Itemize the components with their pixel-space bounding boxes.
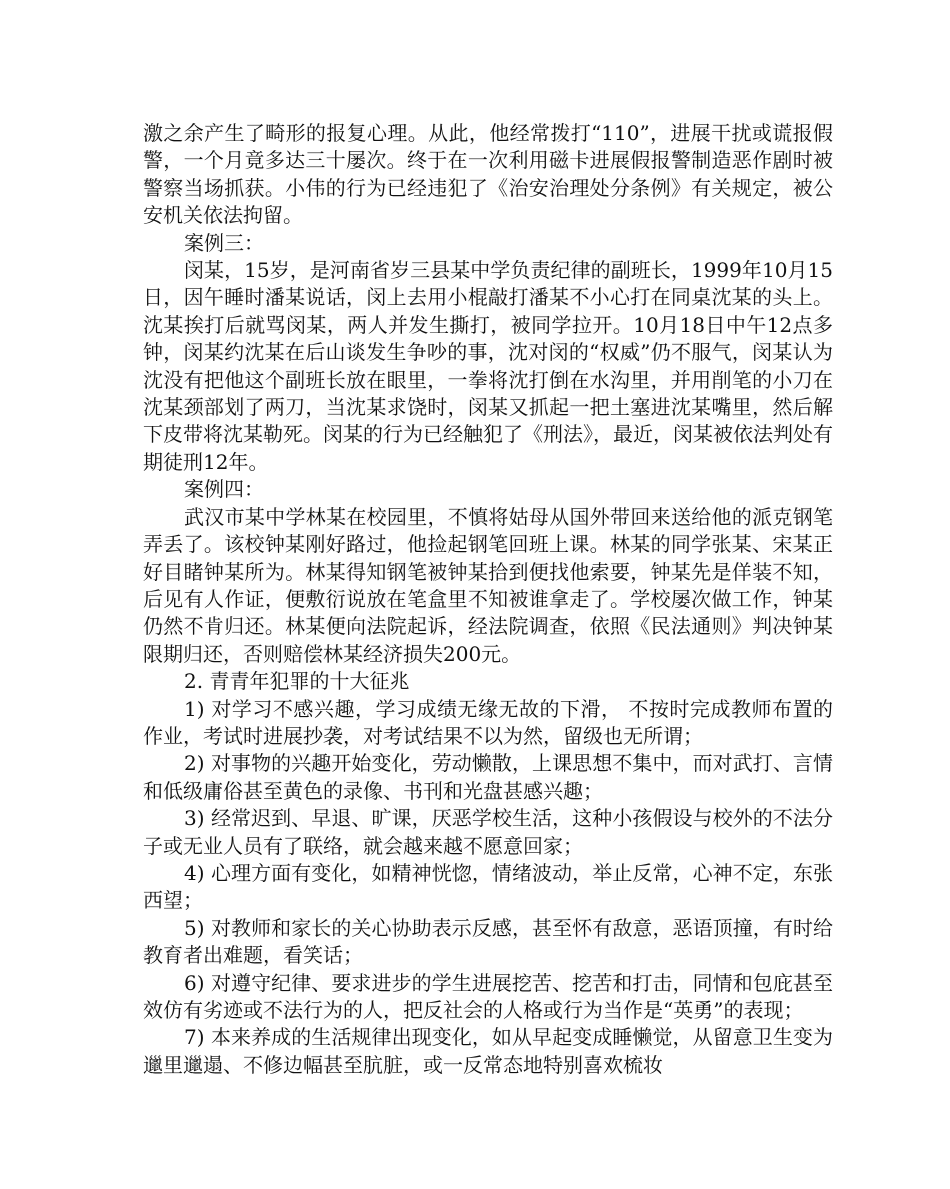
case-three-paragraph: 闵某，15岁，是河南省岁三县某中学负责纪律的副班长，1999年10月15日，因午睡时潘某说话，闵上去用小棍敲打潘某不小心打在同桌沈某的头上。沈某挨打后就骂闵某，两人并发生撕打，被同学拉开。10月18日中午12点多钟，闵某约沈某在后山谈发生争吵的事，沈对闵的“权威”仍不服气，闵某认为沈没有把他这个副班长放在眼里，一拳将沈打倒在水沟里，并用削笔的小刀在沈某颈部划了两刀，当沈某求饶时，闵某又抓起一把土塞进沈某嘴里，然后解下皮带将沈某勒死。闵某的行为已经触犯了《刑法》，最近，闵某被依法判处有期徒刑12年。: [143, 258, 833, 474]
warning-sign-2: 2) 对事物的兴趣开始变化，劳动懒散，上课思想不集中，而对武打、言情和低级庸俗甚至黄色的录像、书刊和光盘甚感兴趣；: [143, 751, 833, 803]
case-four-heading: 案例四：: [184, 477, 264, 502]
warning-sign-5: 5) 对教师和家长的关心协助表示反感，甚至怀有敌意，恶语顶撞，有时给教育者出难题，看笑话；: [143, 915, 833, 968]
warning-sign-6: 6) 对遵守纪律、要求进步的学生进展挖苦、挖苦和打击，同情和包庇甚至效仿有劣迹或不法行为的人，把反社会的人格或行为当作是“英勇”的表现；: [143, 970, 833, 1022]
case-three-heading: 案例三：: [184, 230, 264, 255]
document-body: [143, 120, 833, 1079]
warning-sign-4: 4) 心理方面有变化，如精神恍惚，情绪波动，举止反常，心神不定，东张西望；: [143, 860, 833, 913]
case-four-paragraph: 武汉市某中学林某在校园里，不慎将姑母从国外带回来送给他的派克钢笔弄丢了。该校钟某刚好路过，他捡起钢笔回班上课。林某的同学张某、宋某正好目睹钟某所为。林某得知钢笔被钟某拾到便找他索要，钟某先是佯装不知，后见有人作证，便敷衍说放在笔盒里不知被谁拿走了。学校屡次做工作，钟某仍然不肯归还。林某便向法院起诉，经法院调查，依照《民法通则》判决钟某限期归还，否则赔偿林某经济损失200元。: [143, 504, 833, 666]
section-two-heading: 2. 青青年犯罪的十大征兆: [184, 669, 410, 694]
warning-sign-3: 3) 经常迟到、早退、旷课，厌恶学校生活，这种小孩假设与校外的不法分子或无业人员有了联络，就会越来越不愿意回家；: [143, 806, 833, 858]
warning-sign-7: 7) 本来养成的生活规律出现变化，如从早起变成睡懒觉，从留意卫生变为邋里邋遢、不修边幅甚至肮脏，或一反常态地特别喜欢梳妆: [143, 1025, 833, 1077]
case-two-continuation-paragraph: 激之余产生了畸形的报复心理。从此，他经常拨打“110”，进展干扰或谎报假警，一个月竟多达三十屡次。终于在一次利用磁卡进展假报警制造恶作剧时被警察当场抓获。小伟的行为已经违犯了《治安治理处分条例》有关规定，被公安机关依法拘留。: [143, 121, 833, 228]
warning-sign-1: 1) 对学习不感兴趣，学习成绩无缘无故的下滑， 不按时完成教师布置的作业，考试时进展抄袭，对考试结果不以为然，留级也无所谓；: [143, 696, 833, 748]
